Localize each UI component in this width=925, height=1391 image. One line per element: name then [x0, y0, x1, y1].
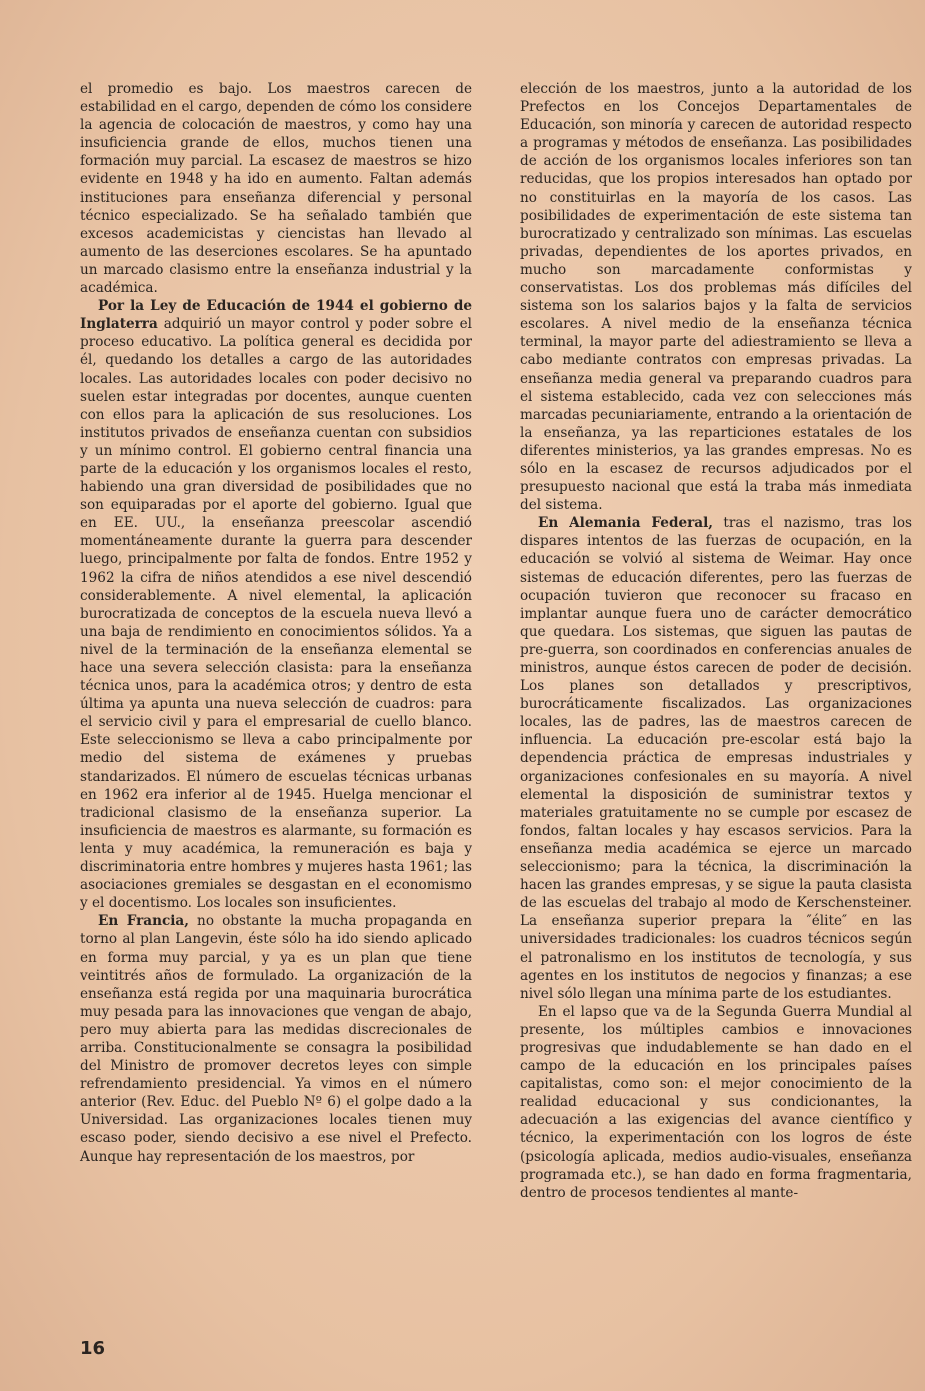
- paragraph-body: adquirió un mayor control y poder sobre el proceso educativo. La política general es decidida por él, quedando los detalles a cargo de las autoridades locales. Las autoridades locales con poder decisivo no suelen estar integradas por docentes, aunque cuenten con ellos para la aplicación de sus resoluciones. Los institutos privados de enseñanza cuentan con subsidios y un mínimo control. El gobierno central financia una parte de la educación y los organismos locales el resto, habiendo una gran diversidad de posibilidades que no son equiparadas por el aporte del gobierno. Igual que en EE. UU., la enseñanza preescolar ascendió momentáneamente durante la guerra para descender luego, principalmente por falta de fondos. Entre 1952 y 1962 la cifra de niños atendidos a ese nivel descendió considerablemente. A nivel elemental, la aplicación burocratizada de conceptos de la escuela nueva llevó a una baja de rendimiento en conocimientos sólidos. Ya a nivel de la terminación de la enseñanza elemental se hace una severa selección clasista: para la enseñanza técnica unos, para la académica otros; y dentro de esta última ya apunta una nueva selección de cuadros: para el servicio civil y para el empresarial de cuello blanco. Este seleccionismo se lleva a cabo principalmente por medio del sistema de exámenes y pruebas standarizados. El número de escuelas técnicas urbanas en 1962 era inferior al de 1945. Huelga mencionar el tradicional clasismo de la enseñanza superior. La insuficiencia de maestros es alarmante, su formación es lenta y muy académica, la remuneración es baja y discriminatoria entre hombres y mujeres hasta 1961; las asociaciones gremiales se desgastan en el economismo y el docentismo. Los locales son insuficientes.: [80, 316, 472, 912]
- paragraph-alemania: [520, 514, 912, 1003]
- paragraph-francia: [80, 912, 472, 1165]
- paragraph-inglaterra: [80, 297, 472, 912]
- paragraph: elección de los maestros, junto a la autoridad de los Prefectos en los Concejos Departamentales de Educación, son minoría y carecen de autoridad respecto a programas y métodos de enseñanza. Las posibilidades de acción de los organismos locales inferiores son tan reducidas, que los propios interesados han optado por no constituirlas en la mayoría de los casos. Las posibilidades de experimentación de este sistema tan burocratizado y centralizado son mínimas. Las escuelas privadas, dependientes de los aportes privados, en mucho son marcadamente conformistas y conservatistas. Los dos problemas más difíciles del sistema son los salarios bajos y la falta de servicios escolares. A nivel medio de la enseñanza técnica terminal, la mayor parte del adiestramiento se lleva a cabo mediante contratos con empresas privadas. La enseñanza media general va preparando cuadros para el sistema establecido, cada vez con selecciones más marcadas pecuniariamente, entrando a la orientación de la enseñanza, ya las reparticiones estatales de los diferentes ministerios, ya las grandes empresas. No es sólo en la escasez de recursos adjudicados por el presupuesto nacional que está la traba más inmediata del sistema.: [520, 81, 912, 514]
- page-number: 16: [80, 1338, 106, 1359]
- paragraph-lead: En Alemania Federal,: [538, 515, 713, 532]
- right-column: [520, 80, 912, 1202]
- paragraph-body: tras el nazismo, tras los dispares intentos de las fuerzas de ocupación, en la educación se volvió al sistema de Weimar. Hay once sistemas de educación diferentes, pero las fuerzas de ocupación tuvieron que reconocer su fracaso en implantar aunque fuera uno de carácter democrático que quedara. Los sistemas, que siguen las pautas de pre-guerra, son coordinados en conferencias anuales de ministros, aunque éstos carecen de poder de decisión. Los planes son detallados y prescriptivos, burocráticamente fiscalizados. Las organizaciones locales, las de padres, las de maestros carecen de influencia. La educación pre-escolar está bajo la dependencia práctica de empresas industriales y organizaciones confesionales en su mayoría. A nivel elemental la disposición de suministrar textos y materiales gratuitamente no se cumple por escasez de fondos, faltan locales y hay escasos servicios. Para la enseñanza media académica se ejerce un marcado seleccionismo; para la técnica, la discriminación la hacen las grandes empresas, y se sigue la pauta clasista de las escuelas del trabajo al modo de Kerschensteiner. La enseñanza superior prepara la ″élite″ en las universidades tradicionales: los cuadros técnicos según el patronalismo en los institutos de tecnología, y sus agentes en los institutos de negocios y finanzas; a ese nivel sólo llegan una mínima parte de los estudiantes.: [520, 515, 912, 1002]
- paragraph: el promedio es bajo. Los maestros carecen de estabilidad en el cargo, dependen de cómo los considere la agencia de colocación de maestros, y como hay una insuficiencia grande de ellos, muchos tienen una formación muy parcial. La escasez de maestros se hizo evidente en 1948 y ha ido en aumento. Faltan además instituciones para enseñanza diferencial y personal técnico especializado. Se ha señalado también que excesos academicistas y ciencistas han llevado al aumento de las deserciones escolares. Se ha apuntado un marcado clasismo entre la enseñanza industrial y la académica.: [80, 81, 472, 297]
- paragraph-body: no obstante la mucha propaganda en torno al plan Langevin, éste sólo ha ido siendo aplicado en forma muy parcial, y ya es un plan que tiene veintitrés años de formulado. La organización de la enseñanza está regida por una maquinaria burocrática muy pesada para las innovaciones que vengan de abajo, pero muy abierta para las medidas discrecionales de arriba. Constitucionalmente se consagra la posibilidad del Ministro de promover decretos leyes con simple refrendamiento presidencial. Ya vimos en el número anterior (Rev. Educ. del Pueblo Nº 6) el golpe dado a la Universidad. Las organizaciones locales tienen muy escaso poder, siendo decisivo a ese nivel el Prefecto. Aunque hay representación de los maestros, por: [80, 913, 472, 1165]
- left-column: [80, 80, 472, 1166]
- paragraph: En el lapso que va de la Segunda Guerra Mundial al presente, los múltiples cambios e innovaciones progresivas que indudablemente se han dado en el campo de la educación en los principales países capitalistas, como son: el mejor conocimiento de la realidad educacional y sus condicionantes, la adecuación a las exigencias del avance científico y técnico, la experimentación con los logros de éste (psicología aplicada, medios audio-visuales, enseñanza programada etc.), se han dado en forma fragmentaria, dentro de procesos tendientes al mante-: [520, 1003, 912, 1201]
- paragraph-lead: En Francia,: [98, 913, 189, 930]
- paragraph-lead: Por la Ley de Educación de 1944 el gobierno de Inglaterra: [80, 298, 472, 333]
